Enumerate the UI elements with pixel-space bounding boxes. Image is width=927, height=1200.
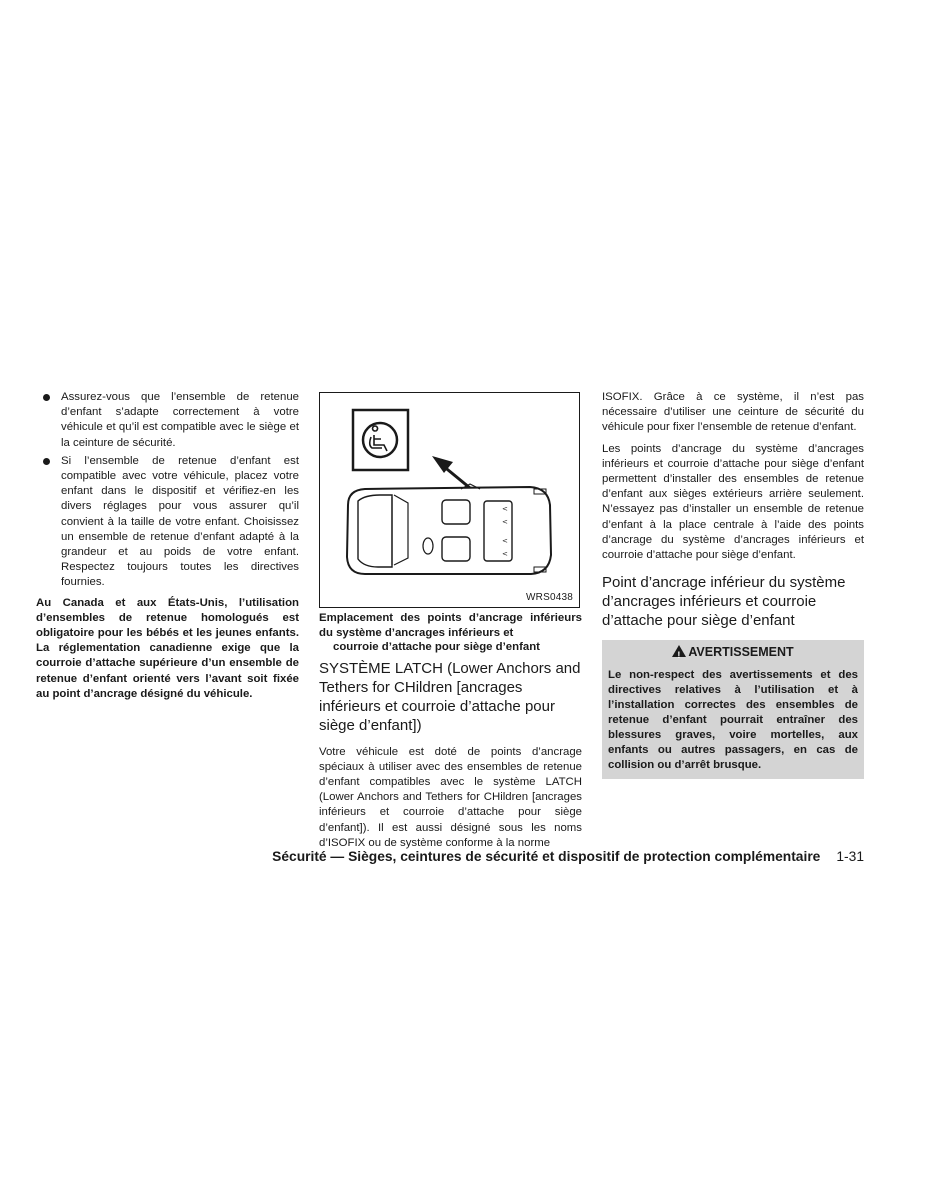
page-footer bbox=[0, 848, 864, 866]
vehicle-anchor-figure bbox=[319, 392, 580, 608]
bullet-icon bbox=[43, 394, 50, 401]
svg-text:<: < bbox=[502, 518, 508, 526]
footer-title: Sécurité — Sièges, ceintures de sécurité et dispositif de protection complémentaire bbox=[272, 849, 821, 864]
middle-column bbox=[319, 392, 582, 857]
warning-title: AVERTISSEMENT bbox=[688, 645, 794, 660]
right-column bbox=[602, 390, 864, 779]
child-seat-symbol-frame bbox=[353, 410, 408, 470]
warning-text: Le non-respect des avertissements et des directives relatives à l’utilisation et à l’installation correctes des ensembles de retenue d’enfant pourrait entraîner des blessures graves, voire mortelles, aux enfants ou autres passagers, en cas de collision ou d’arrêt brusque. bbox=[608, 669, 858, 772]
bullet-text: Si l’ensemble de retenue d’enfant est compatible avec votre véhicule, placez votre enfant dans le dispositif et vérifiez-en les divers réglages pour vous assurer qu’il convient à la taille de votre enfant. Choisissez un ensemble de retenue d’enfant adapté à la grandeur et au poids de votre enfant. Respectez toujours toutes les directives fournies. bbox=[61, 454, 299, 589]
section-heading: SYSTÈME LATCH (Lower Anchors and Tethers for CHildren [ancrages inférieurs et courroie d’attache pour siège d’enfant]) bbox=[319, 659, 581, 734]
regulation-paragraph: Au Canada et aux États-Unis, l’utilisation d’ensembles de retenue homologués est obligatoire pour les bébés et les jeunes enfants. La réglementation canadienne exige que la courroie d’attache supérieure d’un ensemble de retenue d’enfant orienté vers l’avant soit fixée au point d’ancrage désigné du véhicule. bbox=[36, 596, 299, 700]
warning-header bbox=[608, 644, 858, 660]
subsection-heading: Point d’ancrage inférieur du système d’ancrages inférieurs et courroie d’attache pour siège d’enfant bbox=[602, 574, 846, 630]
left-column bbox=[36, 390, 299, 702]
caption-line: courroie d’attache pour siège d’enfant bbox=[333, 641, 540, 653]
body-paragraph: Votre véhicule est doté de points d’ancrage spéciaux à utiliser avec des ensembles de retenue d’enfant compatibles avec le système LATCH (Lower Anchors and Tethers for CHildren [ancrages inférieurs et courroie d’attache pour siège d’enfant]). Il est aussi désigné sous les noms d’ISOFIX ou de système conforme à la norme bbox=[319, 745, 582, 849]
caption-line: Emplacement des points d’ancrage inférieurs du système d’ancrages inférieurs et bbox=[319, 612, 582, 639]
warning-icon: ! bbox=[672, 645, 686, 657]
vehicle-top-view-diagram bbox=[320, 393, 579, 607]
warning-box bbox=[602, 640, 864, 779]
bullet-text: Assurez-vous que l’ensemble de retenue d’enfant s’adapte correctement à votre véhicule et qu’il est compatible avec le siège et la ceinture de sécurité. bbox=[61, 391, 299, 449]
svg-text:<: < bbox=[502, 550, 508, 558]
figure-caption bbox=[319, 611, 582, 655]
svg-text:<: < bbox=[502, 505, 508, 513]
bullet-icon bbox=[43, 458, 50, 465]
svg-text:<: < bbox=[502, 537, 508, 545]
body-paragraph: ISOFIX. Grâce à ce système, il n’est pas nécessaire d’utiliser une ceinture de sécurité du véhicule pour fixer l’ensemble de retenue d’enfant. bbox=[602, 391, 864, 434]
page-number: 1-31 bbox=[836, 849, 864, 864]
figure-code: WRS0438 bbox=[526, 591, 573, 603]
bullet-item bbox=[36, 454, 299, 591]
bullet-item bbox=[36, 390, 299, 451]
body-paragraph: Les points d’ancrage du système d’ancrages inférieurs et courroie d’attache pour siège d’enfant permettent d’installer des ensembles de retenue d’enfant aux sièges extérieurs arrière seulement. N’essayez pas d’installer un ensemble de retenue d’enfant à la place centrale à l’aide des points d’ancrage du système d’ancrages inférieurs et courroie d’attache pour siège d’enfant. bbox=[602, 442, 864, 562]
